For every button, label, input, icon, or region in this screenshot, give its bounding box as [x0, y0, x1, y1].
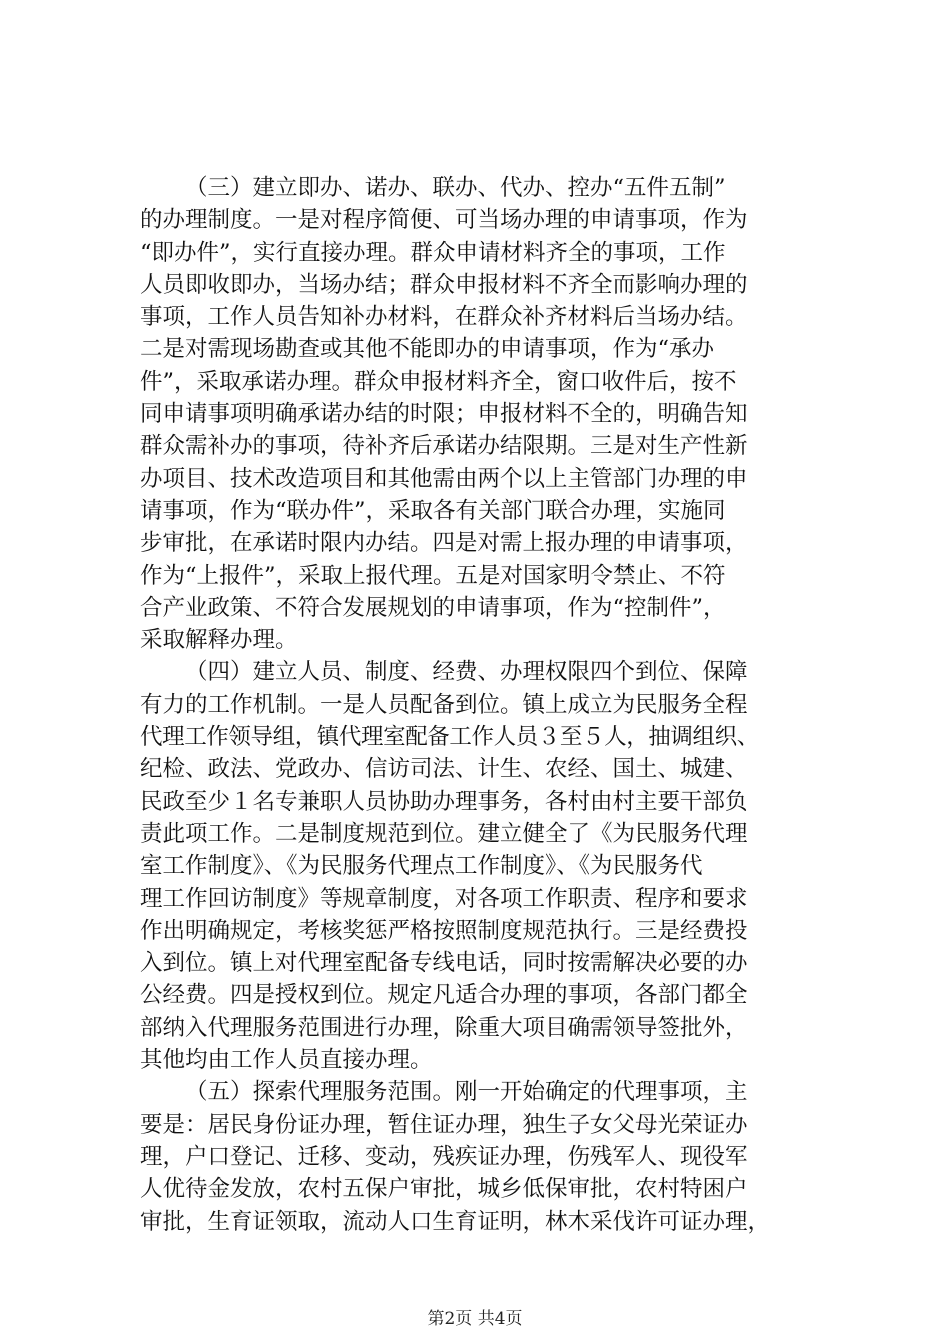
paragraph-line: 有力的工作机制。一是人员配备到位。镇上成立为民服务全程 [140, 691, 748, 718]
paragraph-line: 入到位。镇上对代理室配备专线电话，同时按需解决必要的办 [140, 950, 748, 977]
paragraph-line: 的办理制度。一是对程序简便、可当场办理的申请事项，作为 [140, 207, 748, 234]
paragraph-line: 人优待金发放，农村五保户审批，城乡低保审批，农村特困户 [140, 1176, 748, 1203]
paragraph-line: 责此项工作。二是制度规范到位。建立健全了《为民服务代理 [140, 820, 748, 847]
paragraph-line: （三）建立即办、诺办、联办、代办、控办“五件五制” [185, 175, 726, 201]
paragraph-line: （五）探索代理服务范围。刚一开始确定的代理事项，主 [185, 1079, 748, 1106]
paragraph-line: 办项目、技术改造项目和其他需由两个以上主管部门办理的申 [140, 465, 748, 492]
paragraph-line: 审批，生育证领取，流动人口生育证明，林木采伐许可证办理， [140, 1208, 771, 1235]
paragraph-line: 合产业政策、不符合发展规划的申请事项，作为“控制件”， [140, 594, 726, 621]
paragraph-line: 公经费。四是授权到位。规定凡适合办理的事项，各部门都全 [140, 982, 748, 1009]
paragraph-line: 步审批，在承诺时限内办结。四是对需上报办理的申请事项， [140, 530, 748, 557]
paragraph-line: 人员即收即办，当场办结；群众申报材料不齐全而影响办理的 [140, 271, 748, 298]
paragraph-line: 民政至少１名专兼职人员协助办理事务，各村由村主要干部负 [140, 788, 748, 815]
paragraph-line: 理，户口登记、迁移、变动，残疾证办理，伤残军人、现役军 [140, 1143, 748, 1170]
paragraph-line: “即办件”，实行直接办理。群众申请材料齐全的事项，工作 [140, 239, 726, 266]
paragraph-line: 其他均由工作人员直接办理。 [140, 1047, 433, 1074]
paragraph-line: 二是对需现场勘查或其他不能即办的申请事项，作为“承办 [140, 336, 715, 363]
paragraph-line: 代理工作领导组，镇代理室配备工作人员３至５人，抽调组织、 [140, 724, 759, 751]
paragraph-line: 纪检、政法、党政办、信访司法、计生、农经、国土、城建、 [140, 756, 748, 783]
paragraph-line: 作为“上报件”，采取上报代理。五是对国家明令禁止、不符 [140, 562, 726, 589]
paragraph-line: 作出明确规定，考核奖惩严格按照制度规范执行。三是经费投 [140, 917, 748, 944]
paragraph-line: 要是：居民身份证办理，暂住证办理，独生子女父母光荣证办 [140, 1111, 748, 1138]
body-text [140, 172, 830, 1238]
paragraph-line: 采取解释办理。 [140, 627, 298, 654]
paragraph-line: 部纳入代理服务范围进行办理，除重大项目确需领导签批外， [140, 1014, 748, 1041]
paragraph-line: 群众需补办的事项，待补齐后承诺办结限期。三是对生产性新 [140, 433, 748, 460]
paragraph-line: 室工作制度》、《为民服务代理点工作制度》、《为民服务代 [140, 853, 703, 880]
paragraph-line: 事项，工作人员告知补办材料，在群众补齐材料后当场办结。 [140, 304, 748, 331]
paragraph-line: 件”，采取承诺办理。群众申报材料齐全，窗口收件后，按不 [140, 368, 737, 395]
paragraph-line: 请事项，作为“联办件”，采取各有关部门联合办理，实施同 [140, 497, 726, 524]
paragraph-line: 理工作回访制度》等规章制度，对各项工作职责、程序和要求 [140, 885, 748, 912]
page-footer: 第2页 共4页 [427, 1309, 523, 1329]
paragraph-line: 同申请事项明确承诺办结的时限；申报材料不全的，明确告知 [140, 401, 748, 428]
paragraph-line: （四）建立人员、制度、经费、办理权限四个到位、保障 [185, 659, 748, 686]
